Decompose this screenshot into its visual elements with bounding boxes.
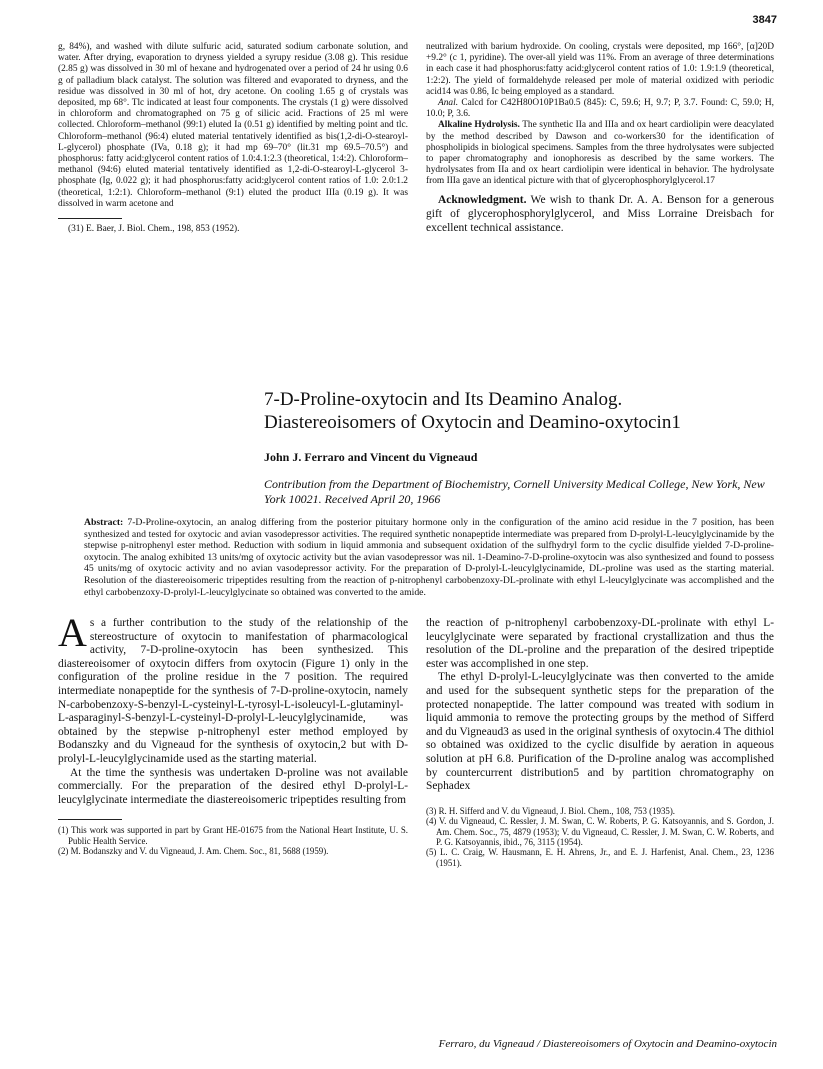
footnote-2: (2) M. Bodanszky and V. du Vigneaud, J. Am. Chem. Soc., 81, 5688 (1959). <box>58 846 329 857</box>
article-contribution: Contribution from the Department of Biochemistry, Cornell University Medical College, New York, New York 10021. Received April 20, 1966 <box>264 477 765 506</box>
footnote-divider <box>58 218 122 219</box>
footnotes-left <box>58 825 408 856</box>
abstract-text: 7-D-Proline-oxytocin, an analog differing from the posterior pituitary hormone only in the configuration of the amino acid residue in the 7 position, has been synthesized and tested for oxytocic and avian vasodepressor activities. The required synthetic nonapeptide intermediate was prepared from D-prolyl-L-leucylglycinamide by the stepwise p-nitrophenyl ester method. Reduction with sodium in liquid ammonia and subsequent oxidation of the sulfhydryl form to the cyclic disulfide yielded 7-D-proline-oxytocin. The analog exhibited 13 units/mg of oxytocic activity but the avian vasodepressor was nil. 1-Deamino-7-D-proline-oxytocin was also synthesized and found to possess 45 units/mg of oxytocic activity and no avian vasodepressor activity. For the preparation of D-prolyl-L-leucylglycinamide, DL-proline was used as the starting material. Resolution of the diastereoisomeric tripeptides resulting from the reaction of p-nitrophenyl carbobenzoxy-DL-prolinate with ethyl L-leucylglycinate was accomplished and the ethyl carbobenzoxy-D-prolyl-L-leucylglycinate so obtained was converted to the amide. <box>84 517 775 598</box>
hydrolysis-label: Alkaline Hydrolysis. <box>438 120 520 131</box>
title-line-2: Diastereoisomers of Oxytocin and Deamino-oxytocin1 <box>264 412 681 433</box>
footnote-4: (4) V. du Vigneaud, C. Ressler, J. M. Swan, C. W. Roberts, P. G. Katsoyannis, and S. Gordon, J. Am. Chem. Soc., 75, 4879 (1953); V. du Vigneaud, C. Ressler, J. M. Swan, C. W. Roberts, and P. G. Katsoyannis, ibid., 76, 3115 (1954). <box>426 816 774 847</box>
abstract-label: Abstract: <box>84 517 124 528</box>
abstract <box>84 517 774 598</box>
top-right-column <box>426 42 774 235</box>
acknowledgment-text: We wish to thank Dr. A. A. Benson for a generous gift of glycerophosphorylglycerol, and Miss Lorraine Dreisbach for excellent technical assistance. <box>426 193 774 235</box>
analysis-label: Anal. <box>438 98 459 109</box>
article-authors: John J. Ferraro and Vincent du Vigneaud <box>264 450 478 464</box>
acknowledgment-label: Acknowledgment. <box>438 193 527 206</box>
footnotes-right <box>426 806 774 868</box>
footnote-31: (31) E. Baer, J. Biol. Chem., 198, 853 (1952). <box>68 224 240 235</box>
article-title <box>264 388 784 434</box>
page-number: 3847 <box>752 14 777 26</box>
top-left-column <box>58 42 408 235</box>
body-right-column <box>426 617 774 868</box>
article-header <box>264 388 784 507</box>
body-paragraph-4: The ethyl D-prolyl-L-leucylglycinate was then converted to the amide and used for the subsequent synthetic steps for the preparation of the protected nonapeptide. The latter compound was treated with sodium in liquid ammonia to remove the protecting groups by the method of Sifferd and du Vigneaud3 as used in the original synthesis of oxytocin.4 The dithiol so obtained was oxidized to the cyclic disulfide by aeration in aqueous solution at pH 6.8. Purification of the D-proline analog was accomplished by countercurrent distribution5 and by partition chromatography on Sephadex <box>426 671 774 793</box>
body-paragraph-2: At the time the synthesis was undertaken D-proline was not available commercially. For the preparation of the desired ethyl D-prolyl-L-leucylglycinate intermediate the diastereoisomeric tripeptides resulting from <box>58 766 408 806</box>
body-paragraph-1: s a further contribution to the study of the relationship of the stereostructure of oxytocin to manifestation of pharmacological activity, 7-D-proline-oxytocin has been synthesized. This diastereoisomer of oxytocin differs from oxytocin (Figure 1) only in the configuration of the proline residue in the 7 position. The required intermediate nonapeptide for the synthesis of 7-D-proline-oxytocin, namely N-carbobenzoxy-S-benzyl-L-cysteinyl-L-tyrosyl-L-isoleucyl-L-glutaminyl-L-asparaginyl-S-benzyl-L-cysteinyl-D-prolyl-L-leucylglycinamide, was obtained by the stepwise p-nitrophenyl ester method employed by Bodanszky and du Vigneaud for the synthesis of oxytocin,2 but with D-prolyl-L-leucylglycinamide used as the starting material. <box>58 617 408 765</box>
title-line-1: 7-D-Proline-oxytocin and Its Deamino Analog. <box>264 389 623 410</box>
footnote-1: (1) This work was supported in part by Grant HE-01675 from the National Heart Institute, U. S. Public Health Service. <box>58 825 408 846</box>
footnote-divider <box>58 819 122 820</box>
hydrolysis-text: The synthetic IIa and IIIa and ox heart cardiolipin were deacylated by the method described by Dawson and co-workers30 for the identification of phospholipids in biological specimens. Samples from the three hydrolysates were subjected to paper chromatography and ionophoresis as described by the same workers. The hydrolysates from IIa and ox heart cardiolipin were identical in behavior. The hydrolysate from IIIa gave an identical picture with that of glycerophosphorylglycerol.17 <box>426 120 774 187</box>
footnote-3: (3) R. H. Sifferd and V. du Vigneaud, J. Biol. Chem., 108, 753 (1935). <box>426 805 676 816</box>
acknowledgment-paragraph <box>426 193 774 236</box>
analysis-text: Calcd for C42H80O10P1Ba0.5 (845): C, 59.6; H, 9.7; P, 3.7. Found: C, 59.0; H, 10.0; P, 3.6. <box>426 98 775 120</box>
experimental-paragraph: g, 84%), and washed with dilute sulfuric acid, saturated sodium carbonate solution, and water. After drying, evaporation to dryness yielded a syrupy residue (3.08 g). This residue (2.85 g) was dissolved in 30 ml of hexane and hydrogenated over a period of 24 hr using 0.6 g of palladium black catalyst. The solution was filtered and evaporated to dryness, and the residue was dissolved in 30 ml of hot, dry acetone. On cooling 1.65 g of crystals was deposited, mp 68°. Tlc indicated at least four components. The crystals (1 g) were dissolved in chloroform and chromatographed on 75 g of silicic acid. Fractions of 25 ml were collected. Chloroform–methanol (99:1) eluted Ia (0.51 g) identified by melting point and tlc. Chloroform–methanol (96:4) eluted material tentatively identified as bis(1,2-di-O-stearoyl-L-glycerol) phosphate (IVa, 0.18 g); it had mp 69–70° (lit.31 mp 69.5–70.5°) and phosphorus: fatty acid:glycerol content ratios of 1.0:4.1:2.3 (theoretical, 1:4:2). Chloroform–methanol (94:6) eluted material tentatively identified as 1,2-di-O-stearoyl-L-glycerol 3-phosphate (Ig, 0.022 g); it had phosphorus:fatty acid:glycerol content ratios of 1.0: 2.0:1.2 (theoretical, 1:2:1). Chloroform–methanol (9:1) eluted the product IIIa (0.19 g). It was dissolved in warm acetone and <box>58 42 408 209</box>
body-paragraph-3: the reaction of p-nitrophenyl carbobenzoxy-DL-prolinate with ethyl L-leucylglycinate were separated by fractional crystallization and thus the resolution of the DL-proline and the preparation of the desired tripeptide ester was accomplished in one step. <box>426 617 774 670</box>
hydrolysis-paragraph <box>426 120 774 187</box>
running-footer: Ferraro, du Vigneaud / Diastereoisomers of Oxytocin and Deamino-oxytocin <box>438 1038 777 1050</box>
footnote-5: (5) L. C. Craig, W. Hausmann, E. H. Ahrens, Jr., and E. J. Harfenist, Anal. Chem., 23, 1236 (1951). <box>426 847 774 868</box>
drop-cap: A <box>58 610 87 655</box>
body-left-column <box>58 610 408 857</box>
analysis-paragraph <box>426 98 774 120</box>
continued-paragraph: neutralized with barium hydroxide. On cooling, crystals were deposited, mp 166°, [α]20D +9.2° (c 1, pyridine). The over-all yield was 11%. From an average of three determinations in each case it had phosphorus:fatty acid:glycerol content ratios of 1.0: 1.9:1.9 (theoretical, 1:2:2). The yield of formaldehyde released per mole of material oxidized with periodic acid14 was 0.86, Ic being employed as a standard. <box>426 42 774 97</box>
